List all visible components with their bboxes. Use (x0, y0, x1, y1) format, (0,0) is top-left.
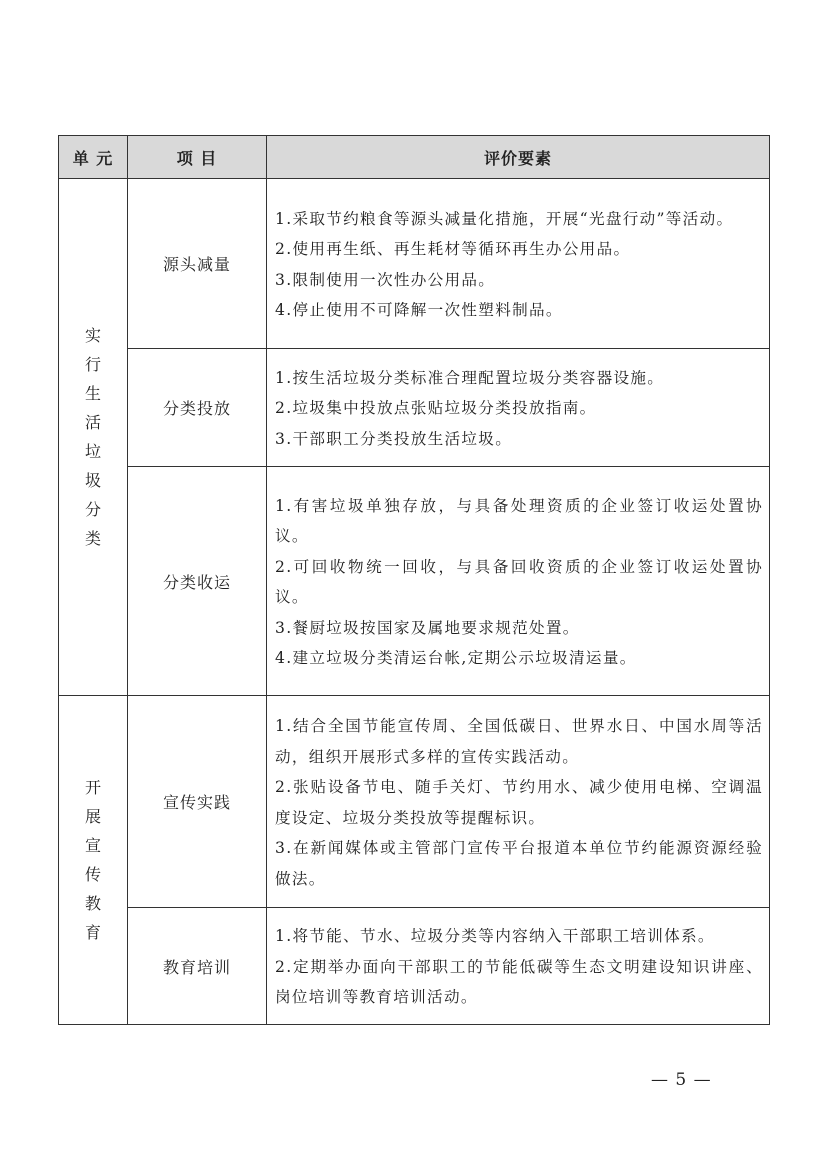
item-cell: 宣传实践 (128, 696, 267, 908)
requirement-text: 2.可回收物统一回收，与具备回收资质的企业签订收运处置协议。 (275, 557, 763, 606)
requirement-text: 3.在新闻媒体或主管部门宣传平台报道本单位节约能源资源经验做法。 (275, 839, 763, 888)
item-cell: 分类投放 (128, 349, 267, 467)
requirements-cell (267, 349, 770, 467)
requirement-text: 3.限制使用一次性办公用品。 (275, 270, 496, 289)
table-row (59, 467, 770, 696)
requirement-text: 4.建立垃圾分类清运台帐,定期公示垃圾清运量。 (275, 649, 637, 667)
table-row (59, 179, 770, 349)
requirements-cell (267, 179, 770, 349)
page-number: — 5 — (651, 1070, 712, 1090)
unit-label: 开展宣传教育 (84, 778, 101, 942)
requirement-text: 4.停止使用不可降解一次性塑料制品。 (275, 301, 563, 319)
evaluation-table (58, 135, 770, 1025)
requirement-text: 1.按生活垃圾分类标准合理配置垃圾分类容器设施。 (275, 368, 665, 387)
header-unit: 单 元 (59, 136, 128, 179)
header-row (59, 136, 770, 179)
requirement-text: 2.定期举办面向干部职工的节能低碳等生态文明建设知识讲座、岗位培训等教育培训活动。 (275, 957, 763, 1007)
requirement-text: 2.使用再生纸、再生耗材等循环再生办公用品。 (275, 240, 631, 258)
unit-cell-garbage-sorting (59, 179, 128, 696)
item-cell: 教育培训 (128, 908, 267, 1025)
requirement-text: 2.张贴设备节电、随手关灯、节约用水、减少使用电梯、空调温度设定、垃圾分类投放等提醒标识。 (275, 778, 763, 827)
unit-label: 实行生活垃圾分类 (84, 326, 101, 548)
table-row (59, 696, 770, 908)
requirement-text: 3.餐厨垃圾按国家及属地要求规范处置。 (275, 618, 580, 637)
requirement-text: 2.垃圾集中投放点张贴垃圾分类投放指南。 (275, 399, 597, 418)
requirements-cell (267, 696, 770, 908)
requirement-text: 1.有害垃圾单独存放，与具备处理资质的企业签订收运处置协议。 (275, 496, 763, 545)
requirement-text: 1.采取节约粮食等源头减量化措施，开展“光盘行动”等活动。 (275, 209, 734, 228)
requirement-text: 1.结合全国节能宣传周、全国低碳日、世界水日、中国水周等活动，组织开展形式多样的宣传实践活动。 (275, 717, 763, 766)
requirements-cell (267, 467, 770, 696)
requirements-cell (267, 908, 770, 1025)
item-cell: 源头减量 (128, 179, 267, 349)
requirement-text: 3.干部职工分类投放生活垃圾。 (275, 429, 513, 448)
table-row (59, 908, 770, 1025)
requirement-text: 1.将节能、节水、垃圾分类等内容纳入干部职工培训体系。 (275, 927, 715, 946)
table-row (59, 349, 770, 467)
header-requirements: 评价要素 (267, 136, 770, 179)
item-cell: 分类收运 (128, 467, 267, 696)
unit-cell-publicity-education (59, 696, 128, 1025)
header-item: 项 目 (128, 136, 267, 179)
